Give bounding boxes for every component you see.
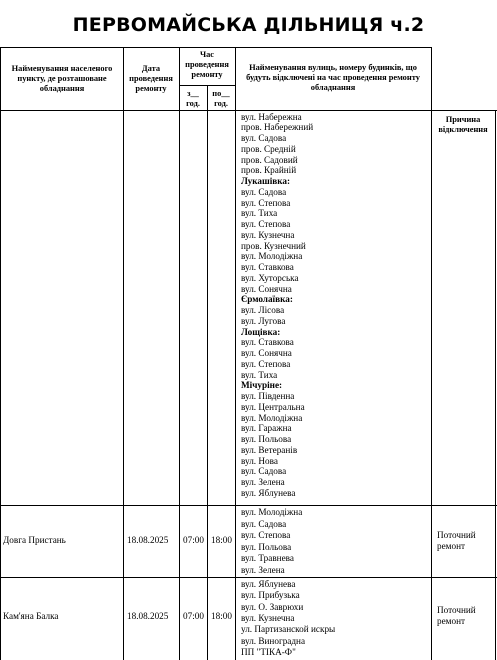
village-heading: Єрмолаївка: (241, 294, 293, 305)
street-item: вул. Яблунева (241, 487, 296, 498)
row2-settlement: Кам'яна Балка (3, 611, 59, 621)
village-heading: Лощівка: (241, 326, 281, 337)
street-item: вул. Степова (241, 219, 291, 229)
street-item: вул. Молодіжна (241, 251, 303, 262)
street-item: вул. Травнева (241, 553, 294, 563)
street-item: вул. Садова (241, 133, 287, 143)
street-item: вул. Сонячна (241, 348, 292, 358)
row1-time-from: 07:00 (183, 535, 204, 545)
col-line-5 (431, 47, 432, 660)
street-item: вул. Сонячна (241, 283, 292, 294)
street-item: вул. Центральна (241, 401, 305, 412)
street-item: пров. Средній (241, 143, 296, 154)
row-divider-1 (0, 505, 497, 506)
row2-date: 18.08.2025 (127, 611, 169, 621)
street-item: вул. Молодіжна (241, 507, 303, 517)
street-item: вул. Кузнечна (241, 229, 295, 240)
col-line-4 (235, 47, 236, 660)
street-item: вул. Ветеранів (241, 444, 298, 455)
street-item: вул. Гаражна (241, 423, 292, 434)
street-item: вул. Ставкова (241, 262, 294, 272)
header-reason: Причина відключення (438, 115, 488, 134)
header-settlement: Найменування населеного пункту, де розташоване обладнання (11, 64, 113, 93)
street-item: вул. Молодіжна (241, 412, 303, 423)
street-item: вул. Яблунева (241, 579, 296, 589)
street-item: вул. Ставкова (241, 337, 294, 348)
street-item: вул. Степова (241, 530, 291, 540)
street-item: вул. Лугова (241, 315, 286, 326)
street-item: вул. Прибузька (241, 590, 300, 601)
header-date: Дата проведення ремонту (129, 64, 173, 93)
street-item: вул. Виноградна (241, 635, 306, 646)
street-item: вул. Польова (241, 434, 292, 444)
col-line-left (0, 47, 1, 660)
street-item: вул. Садова (241, 466, 287, 477)
street-item: вул. Південна (241, 391, 295, 401)
header-time-from: з__ год. (186, 89, 200, 108)
street-item: вул. Набережна (241, 111, 302, 122)
table-top-border (0, 47, 431, 48)
street-item: вул. Польова (241, 541, 292, 552)
row1-reason-line2: ремонт (437, 541, 466, 551)
street-item: вул. Степова (241, 197, 291, 208)
street-item: пров. Кузнечний (241, 240, 306, 251)
street-item: пров. Набережний (241, 122, 314, 133)
street-item: вул. Садова (241, 186, 287, 197)
row2-reason-line1: Поточний (437, 605, 476, 615)
street-item: вул. Садова (241, 518, 287, 529)
street-item: вул. Тиха (241, 369, 278, 380)
header-streets: Найменування вулиць, номеру будинків, що будуть відключені на час проведення ремонту обладнання (246, 63, 420, 92)
row1-time-to: 18:00 (211, 535, 232, 545)
street-item: вул. О. Заврюхи (241, 601, 304, 612)
row2-reason-line2: ремонт (437, 616, 466, 626)
street-item: вул. Тиха (241, 208, 278, 219)
street-item: вул. Степова (241, 358, 291, 369)
col-line-right (495, 110, 496, 660)
row1-settlement: Довга Пристань (3, 535, 66, 545)
street-item: вул. Нова (241, 455, 278, 466)
street-item: ПП "ТІКА-Ф" (241, 646, 296, 657)
street-item: вул. Хуторська (241, 272, 299, 283)
street-item: пров. Крайній (241, 165, 297, 176)
street-item: вул. Зелена (241, 477, 285, 487)
street-item: вул. Лісова (241, 305, 285, 315)
reason-header-top (431, 110, 497, 111)
col-line-2 (179, 47, 180, 660)
row2-time-from: 07:00 (183, 611, 204, 621)
row2-time-to: 18:00 (211, 611, 232, 621)
street-item: пров. Садовий (241, 154, 298, 165)
page-title: ПЕРВОМАЙСЬКА ДІЛЬНИЦЯ ч.2 (72, 14, 425, 36)
row1-reason-line1: Поточний (437, 530, 476, 540)
village-heading: Мічуріне: (241, 380, 283, 391)
col-line-3 (207, 85, 208, 660)
village-heading: Лукашівка: (241, 176, 291, 186)
street-item: вул. Кузнечна (241, 612, 295, 623)
col-line-1 (123, 47, 124, 660)
header-time-to: по__ год. (212, 89, 230, 108)
header-time: Час проведення ремонту (185, 50, 229, 79)
row1-date: 18.08.2025 (127, 535, 169, 545)
street-item: ул. Партизанской искры (241, 624, 336, 635)
row-divider-2 (0, 577, 497, 578)
street-item: вул. Зелена (241, 564, 285, 575)
